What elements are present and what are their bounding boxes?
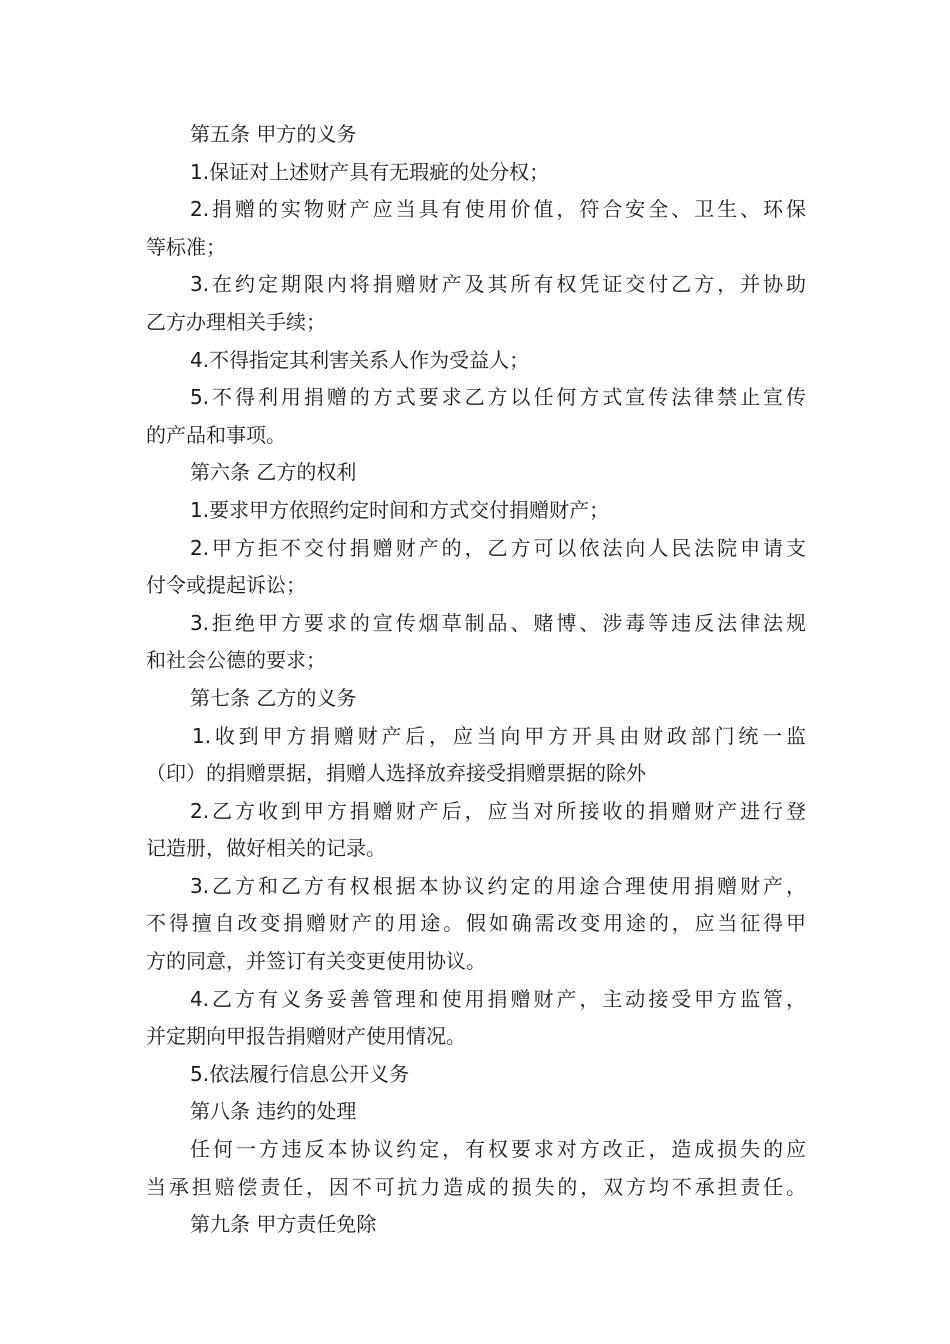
document-line xyxy=(146,605,806,643)
document-line-text: 并定期向甲报告捐赠财产使用情况。 xyxy=(146,1024,466,1049)
document-line-text: 5.依法履行信息公开义务 xyxy=(190,1061,410,1086)
document-line xyxy=(146,304,806,342)
document-line xyxy=(146,417,806,455)
document-line xyxy=(146,229,806,267)
document-line-text: 记造册，做好相关的记录。 xyxy=(146,836,386,861)
document-line-text: 2.乙方收到甲方捐赠财产后，应当对所接收的捐赠财产进行登 xyxy=(190,798,806,823)
document-line xyxy=(146,191,806,229)
document-line-text: 等标准； xyxy=(146,234,226,259)
document-line xyxy=(146,530,806,568)
document-line-text: 2.捐赠的实物财产应当具有使用价值，符合安全、卫生、环保 xyxy=(190,197,806,222)
document-line-text: 不得擅自改变捐赠财产的用途。假如确需改变用途的，应当征得甲 xyxy=(146,911,806,936)
document-line-text: 第七条 乙方的义务 xyxy=(190,685,357,710)
document-line-text: 第六条 乙方的权利 xyxy=(190,460,357,485)
document-line xyxy=(146,793,806,831)
document-line xyxy=(146,492,806,530)
document-line xyxy=(146,830,806,868)
document-line-text: 1.收到甲方捐赠财产后，应当向甲方开具由财政部门统一监 xyxy=(192,723,806,748)
document-line-text: 乙方办理相关手续； xyxy=(146,309,326,334)
document-line xyxy=(146,642,806,680)
document-line-text: 方的同意，并签订有关变更使用协议。 xyxy=(146,949,486,974)
document-line-text: 第九条 甲方责任免除 xyxy=(190,1212,377,1237)
document-line-text: 1.保证对上述财产具有无瑕疵的处分权； xyxy=(190,159,550,184)
document-line xyxy=(146,1093,806,1131)
document-line xyxy=(146,718,806,756)
document-line-text: 的产品和事项。 xyxy=(146,422,286,447)
document-line-text: （印）的捐赠票据，捐赠人选择放弃接受捐赠票据的除外 xyxy=(146,761,646,786)
document-body xyxy=(146,116,806,1244)
document-line xyxy=(146,454,806,492)
document-line xyxy=(146,1169,806,1207)
document-line-text: 3.拒绝甲方要求的宣传烟草制品、赌博、涉毒等违反法律法规 xyxy=(190,610,806,635)
document-line-text: 1.要求甲方依照约定时间和方式交付捐赠财产； xyxy=(190,497,610,522)
document-line xyxy=(146,755,806,793)
document-line-text: 4.不得指定其利害关系人作为受益人； xyxy=(190,347,530,372)
document-line xyxy=(146,868,806,906)
document-line xyxy=(146,266,806,304)
document-line xyxy=(146,943,806,981)
document-line xyxy=(146,1131,806,1169)
document-line-text: 付令或提起诉讼； xyxy=(146,573,306,598)
document-line xyxy=(146,1018,806,1056)
document-line xyxy=(146,680,806,718)
document-line xyxy=(146,154,806,192)
document-line-text: 和社会公德的要求； xyxy=(146,648,326,673)
document-line-text: 第八条 违约的处理 xyxy=(190,1099,357,1124)
document-line xyxy=(146,905,806,943)
document-line xyxy=(146,567,806,605)
document-line xyxy=(146,116,806,154)
document-line-text: 3.乙方和乙方有权根据本协议约定的用途合理使用捐赠财产， xyxy=(190,873,806,898)
document-line-text: 任何一方违反本协议约定，有权要求对方改正，造成损失的应 xyxy=(190,1137,806,1162)
document-line xyxy=(146,981,806,1019)
document-line-text: 5.不得利用捐赠的方式要求乙方以任何方式宣传法律禁止宣传 xyxy=(190,385,806,410)
document-line-text: 第五条 甲方的义务 xyxy=(190,122,357,146)
document-line-text: 4.乙方有义务妥善管理和使用捐赠财产，主动接受甲方监管， xyxy=(190,986,806,1011)
document-line-text: 3.在约定期限内将捐赠财产及其所有权凭证交付乙方，并协助 xyxy=(190,272,806,297)
document-line xyxy=(146,1206,806,1244)
document-line-text: 2.甲方拒不交付捐赠财产的，乙方可以依法向人民法院申请支 xyxy=(190,535,806,560)
document-line xyxy=(146,1056,806,1094)
document-line xyxy=(146,379,806,417)
document-line xyxy=(146,342,806,380)
document-line-text: 当承担赔偿责任，因不可抗力造成的损失的，双方均不承担责任。 xyxy=(146,1174,806,1199)
